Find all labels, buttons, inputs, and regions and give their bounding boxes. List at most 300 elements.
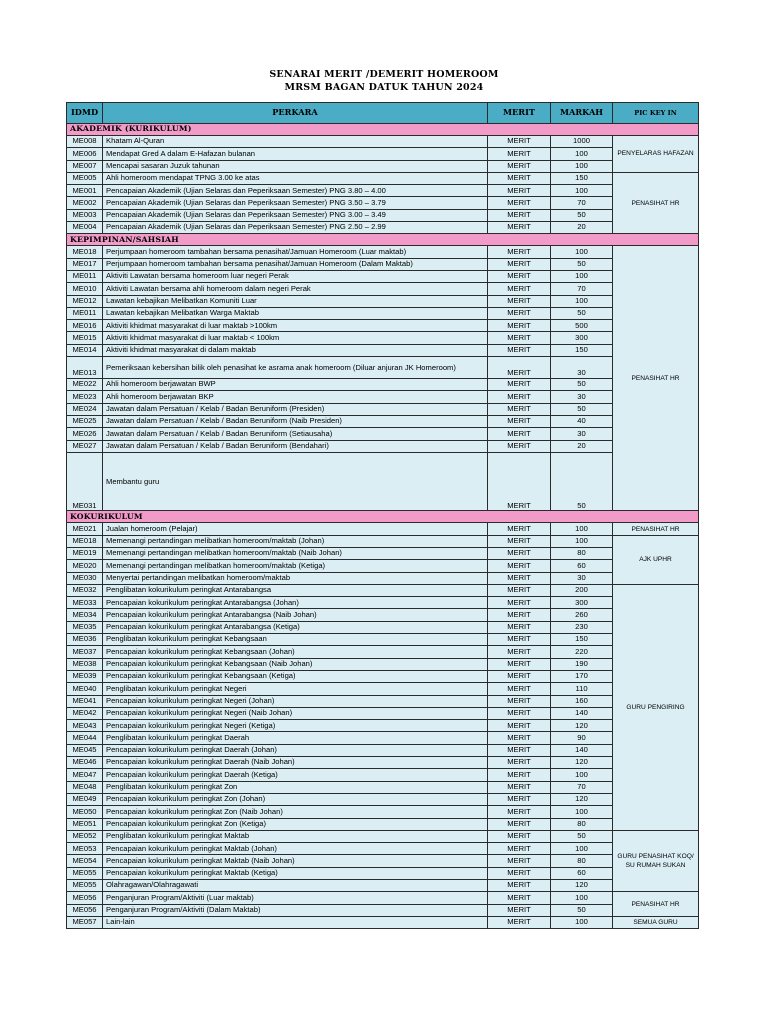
cell-idmd: ME046 — [67, 757, 103, 769]
cell-merit: MERIT — [488, 916, 551, 928]
cell-markah: 100 — [551, 535, 613, 547]
table-row — [67, 283, 699, 295]
table-row — [67, 707, 699, 719]
cell-perkara: Perjumpaan homeroom tambahan bersama penasihat/Jamuan Homeroom (Luar maktab) — [103, 246, 488, 258]
table-body — [67, 124, 699, 929]
cell-merit: MERIT — [488, 584, 551, 596]
cell-merit: MERIT — [488, 720, 551, 732]
cell-idmd: ME051 — [67, 818, 103, 830]
header-markah: MARKAH — [551, 103, 613, 124]
cell-perkara: Jawatan dalam Persatuan / Kelab / Badan Beruniform (Presiden) — [103, 403, 488, 415]
cell-idmd: ME056 — [67, 892, 103, 904]
cell-idmd: ME016 — [67, 320, 103, 332]
cell-merit: MERIT — [488, 744, 551, 756]
cell-perkara: Memenangi pertandingan melibatkan homeroom/maktab (Ketiga) — [103, 560, 488, 572]
table-row — [67, 855, 699, 867]
table-row — [67, 295, 699, 307]
cell-perkara: Mencapai sasaran Juzuk tahunan — [103, 160, 488, 172]
cell-perkara: Ahli homeroom mendapat TPNG 3.00 ke atas — [103, 172, 488, 184]
cell-merit: MERIT — [488, 695, 551, 707]
cell-perkara: Memenangi pertandingan melibatkan homeroom/maktab (Johan) — [103, 535, 488, 547]
cell-merit: MERIT — [488, 452, 551, 511]
table-row — [67, 843, 699, 855]
table-row — [67, 757, 699, 769]
header-merit: MERIT — [488, 103, 551, 124]
cell-idmd: ME047 — [67, 769, 103, 781]
cell-markah: 50 — [551, 379, 613, 391]
cell-perkara: Aktiviti khidmat masyarakat di dalam maktab — [103, 344, 488, 356]
cell-merit: MERIT — [488, 270, 551, 282]
cell-perkara: Pencapaian kokurikulum peringkat Negeri (Ketiga) — [103, 720, 488, 732]
cell-merit: MERIT — [488, 523, 551, 535]
cell-merit: MERIT — [488, 781, 551, 793]
header-pic — [613, 103, 699, 124]
cell-merit: MERIT — [488, 295, 551, 307]
cell-markah: 1000 — [551, 136, 613, 148]
cell-perkara: Pemeriksaan kebersihan bilik oleh penasihat ke asrama anak homeroom (Diluar anjuran JK Homeroom) — [103, 357, 488, 379]
cell-merit: MERIT — [488, 258, 551, 270]
cell-perkara: Memenangi pertandingan melibatkan homeroom/maktab (Naib Johan) — [103, 547, 488, 559]
table-row — [67, 523, 699, 535]
table-row — [67, 185, 699, 197]
cell-merit: MERIT — [488, 843, 551, 855]
table-row — [67, 793, 699, 805]
cell-perkara: Penglibatan kokurikulum peringkat Kebangsaan — [103, 634, 488, 646]
table-row — [67, 428, 699, 440]
cell-idmd: ME052 — [67, 830, 103, 842]
cell-perkara: Penganjuran Program/Aktiviti (Luar maktab) — [103, 892, 488, 904]
cell-idmd: ME035 — [67, 621, 103, 633]
cell-idmd: ME005 — [67, 172, 103, 184]
cell-idmd: ME014 — [67, 344, 103, 356]
cell-idmd: ME032 — [67, 584, 103, 596]
cell-markah: 150 — [551, 172, 613, 184]
cell-markah: 150 — [551, 634, 613, 646]
cell-markah: 230 — [551, 621, 613, 633]
table-row — [67, 197, 699, 209]
cell-merit: MERIT — [488, 880, 551, 892]
cell-idmd: ME038 — [67, 658, 103, 670]
table-row — [67, 732, 699, 744]
header-perkara: PERKARA — [103, 103, 488, 124]
cell-idmd: ME036 — [67, 634, 103, 646]
cell-markah: 100 — [551, 295, 613, 307]
cell-idmd: ME027 — [67, 440, 103, 452]
cell-perkara: Pencapaian kokurikulum peringkat Zon (Naib Johan) — [103, 806, 488, 818]
cell-merit: MERIT — [488, 440, 551, 452]
cell-markah: 100 — [551, 843, 613, 855]
table-row — [67, 452, 699, 511]
cell-perkara: Aktiviti khidmat masyarakat di luar maktab < 100km — [103, 332, 488, 344]
cell-markah: 30 — [551, 428, 613, 440]
cell-markah: 100 — [551, 246, 613, 258]
cell-markah: 100 — [551, 769, 613, 781]
table-row — [67, 391, 699, 403]
cell-merit: MERIT — [488, 307, 551, 319]
cell-perkara: Pencapaian Akademik (Ujian Selaras dan Peperiksaan Semester) PNG 2.50 – 2.99 — [103, 222, 488, 234]
cell-markah: 20 — [551, 440, 613, 452]
cell-idmd: ME055 — [67, 867, 103, 879]
cell-idmd: ME010 — [67, 283, 103, 295]
table-row — [67, 769, 699, 781]
cell-perkara: Aktiviti khidmat masyarakat di luar maktab >100km — [103, 320, 488, 332]
section-row — [67, 124, 699, 136]
cell-markah: 120 — [551, 880, 613, 892]
cell-perkara: Lawatan kebajikan Melibatkan Warga Maktab — [103, 307, 488, 319]
table-row — [67, 440, 699, 452]
cell-markah: 500 — [551, 320, 613, 332]
cell-merit: MERIT — [488, 707, 551, 719]
cell-merit: MERIT — [488, 806, 551, 818]
cell-idmd: ME011 — [67, 307, 103, 319]
table-row — [67, 172, 699, 184]
cell-idmd: ME039 — [67, 670, 103, 682]
cell-idmd: ME041 — [67, 695, 103, 707]
cell-merit: MERIT — [488, 547, 551, 559]
cell-merit: MERIT — [488, 572, 551, 584]
cell-merit: MERIT — [488, 357, 551, 379]
cell-merit: MERIT — [488, 209, 551, 221]
cell-merit: MERIT — [488, 535, 551, 547]
cell-idmd: ME017 — [67, 258, 103, 270]
cell-markah: 90 — [551, 732, 613, 744]
cell-merit: MERIT — [488, 670, 551, 682]
table-row — [67, 209, 699, 221]
section-label: AKADEMIK (KURIKULUM) — [67, 124, 699, 136]
cell-pic: AJK UPHR — [613, 535, 699, 584]
table-row — [67, 160, 699, 172]
cell-perkara: Pencapaian kokurikulum peringkat Antarabangsa (Ketiga) — [103, 621, 488, 633]
section-row — [67, 234, 699, 246]
table-row — [67, 683, 699, 695]
header-pic-keyin: KEY IN — [649, 108, 677, 117]
table-row — [67, 720, 699, 732]
cell-merit: MERIT — [488, 428, 551, 440]
cell-idmd: ME040 — [67, 683, 103, 695]
cell-merit: MERIT — [488, 793, 551, 805]
doc-title-line-1: SENARAI MERIT /DEMERIT HOMEROOM — [269, 69, 499, 80]
cell-perkara: Ahli homeroom berjawatan BWP — [103, 379, 488, 391]
cell-idmd: ME050 — [67, 806, 103, 818]
cell-idmd: ME021 — [67, 523, 103, 535]
cell-markah: 140 — [551, 744, 613, 756]
header-idmd: IDMD — [67, 103, 103, 124]
cell-perkara: Lawatan kebajikan Melibatkan Komuniti Luar — [103, 295, 488, 307]
cell-markah: 120 — [551, 793, 613, 805]
table-row — [67, 332, 699, 344]
cell-pic: PENYELARAS HAFAZAN — [613, 136, 699, 173]
cell-markah: 80 — [551, 855, 613, 867]
cell-perkara: Pencapaian Akademik (Ujian Selaras dan Peperiksaan Semester) PNG 3.80 – 4.00 — [103, 185, 488, 197]
cell-markah: 160 — [551, 695, 613, 707]
cell-perkara: Jawatan dalam Persatuan / Kelab / Badan Beruniform (Setiausaha) — [103, 428, 488, 440]
cell-idmd: ME023 — [67, 391, 103, 403]
cell-merit: MERIT — [488, 683, 551, 695]
cell-merit: MERIT — [488, 904, 551, 916]
cell-idmd: ME030 — [67, 572, 103, 584]
cell-markah: 140 — [551, 707, 613, 719]
cell-merit: MERIT — [488, 197, 551, 209]
cell-perkara: Pencapaian kokurikulum peringkat Antarabangsa (Johan) — [103, 597, 488, 609]
cell-merit: MERIT — [488, 646, 551, 658]
cell-markah: 150 — [551, 344, 613, 356]
cell-perkara: Penglibatan kokurikulum peringkat Zon — [103, 781, 488, 793]
cell-perkara: Membantu guru — [103, 452, 488, 511]
cell-idmd: ME022 — [67, 379, 103, 391]
cell-markah: 300 — [551, 597, 613, 609]
section-label: KOKURIKULUM — [67, 511, 699, 523]
cell-markah: 50 — [551, 452, 613, 511]
table-row — [67, 136, 699, 148]
cell-markah: 300 — [551, 332, 613, 344]
cell-markah: 70 — [551, 197, 613, 209]
cell-merit: MERIT — [488, 332, 551, 344]
cell-idmd: ME048 — [67, 781, 103, 793]
cell-perkara: Aktiviti Lawatan bersama homeroom luar negeri Perak — [103, 270, 488, 282]
cell-markah: 50 — [551, 904, 613, 916]
cell-perkara: Pencapaian kokurikulum peringkat Antarabangsa (Naib Johan) — [103, 609, 488, 621]
cell-idmd: ME055 — [67, 880, 103, 892]
table-row — [67, 880, 699, 892]
cell-pic: SEMUA GURU — [613, 916, 699, 928]
cell-markah: 60 — [551, 867, 613, 879]
cell-markah: 200 — [551, 584, 613, 596]
cell-markah: 40 — [551, 415, 613, 427]
merit-table — [66, 102, 699, 929]
cell-markah: 260 — [551, 609, 613, 621]
cell-markah: 70 — [551, 781, 613, 793]
cell-idmd: ME025 — [67, 415, 103, 427]
cell-perkara: Penganjuran Program/Aktiviti (Dalam Maktab) — [103, 904, 488, 916]
cell-idmd: ME026 — [67, 428, 103, 440]
cell-perkara: Pencapaian kokurikulum peringkat Zon (Ketiga) — [103, 818, 488, 830]
cell-perkara: Penglibatan kokurikulum peringkat Maktab — [103, 830, 488, 842]
cell-markah: 100 — [551, 892, 613, 904]
table-row — [67, 246, 699, 258]
cell-merit: MERIT — [488, 415, 551, 427]
cell-merit: MERIT — [488, 320, 551, 332]
cell-markah: 100 — [551, 270, 613, 282]
table-row — [67, 892, 699, 904]
cell-perkara: Jualan homeroom (Pelajar) — [103, 523, 488, 535]
cell-perkara: Penglibatan kokurikulum peringkat Negeri — [103, 683, 488, 695]
cell-idmd: ME042 — [67, 707, 103, 719]
cell-merit: MERIT — [488, 609, 551, 621]
table-row — [67, 270, 699, 282]
table-row — [67, 379, 699, 391]
cell-merit: MERIT — [488, 867, 551, 879]
cell-markah: 100 — [551, 523, 613, 535]
cell-perkara: Pencapaian kokurikulum peringkat Maktab (Naib Johan) — [103, 855, 488, 867]
table-row — [67, 547, 699, 559]
cell-merit: MERIT — [488, 403, 551, 415]
table-row — [67, 597, 699, 609]
cell-idmd: ME006 — [67, 148, 103, 160]
section-row — [67, 511, 699, 523]
cell-markah: 30 — [551, 357, 613, 379]
table-row — [67, 560, 699, 572]
cell-merit: MERIT — [488, 621, 551, 633]
cell-markah: 170 — [551, 670, 613, 682]
cell-merit: MERIT — [488, 136, 551, 148]
cell-idmd: ME045 — [67, 744, 103, 756]
cell-pic: GURU PENASIHAT KOQ/ SU RUMAH SUKAN — [613, 830, 699, 891]
cell-idmd: ME031 — [67, 452, 103, 511]
cell-pic: PENASIHAT HR — [613, 246, 699, 511]
cell-idmd: ME034 — [67, 609, 103, 621]
cell-perkara: Olahragawan/Olahragawati — [103, 880, 488, 892]
cell-idmd: ME037 — [67, 646, 103, 658]
cell-merit: MERIT — [488, 830, 551, 842]
cell-idmd: ME020 — [67, 560, 103, 572]
table-row — [67, 535, 699, 547]
cell-pic: GURU PENGIRING — [613, 584, 699, 830]
cell-idmd: ME001 — [67, 185, 103, 197]
cell-merit: MERIT — [488, 344, 551, 356]
cell-perkara: Pencapaian kokurikulum peringkat Kebangsaan (Johan) — [103, 646, 488, 658]
cell-perkara: Menyertai pertandingan melibatkan homeroom/maktab — [103, 572, 488, 584]
table-row — [67, 403, 699, 415]
cell-markah: 80 — [551, 547, 613, 559]
cell-idmd: ME057 — [67, 916, 103, 928]
cell-merit: MERIT — [488, 757, 551, 769]
cell-perkara: Lain-lain — [103, 916, 488, 928]
cell-pic: PENASIHAT HR — [613, 892, 699, 917]
table-row — [67, 621, 699, 633]
cell-idmd: ME012 — [67, 295, 103, 307]
cell-perkara: Pencapaian kokurikulum peringkat Kebangsaan (Naib Johan) — [103, 658, 488, 670]
cell-idmd: ME018 — [67, 535, 103, 547]
cell-merit: MERIT — [488, 172, 551, 184]
table-row — [67, 781, 699, 793]
table-row — [67, 584, 699, 596]
cell-perkara: Pencapaian kokurikulum peringkat Negeri (Naib Johan) — [103, 707, 488, 719]
cell-merit: MERIT — [488, 818, 551, 830]
cell-idmd: ME054 — [67, 855, 103, 867]
cell-perkara: Mendapat Gred A dalam E-Hafazan bulanan — [103, 148, 488, 160]
cell-perkara: Pencapaian kokurikulum peringkat Zon (Johan) — [103, 793, 488, 805]
table-row — [67, 867, 699, 879]
cell-perkara: Jawatan dalam Persatuan / Kelab / Badan Beruniform (Naib Presiden) — [103, 415, 488, 427]
table-header-row — [67, 103, 699, 124]
cell-idmd: ME008 — [67, 136, 103, 148]
cell-idmd: ME024 — [67, 403, 103, 415]
cell-idmd: ME004 — [67, 222, 103, 234]
cell-merit: MERIT — [488, 769, 551, 781]
cell-markah: 220 — [551, 646, 613, 658]
cell-perkara: Pencapaian Akademik (Ujian Selaras dan Peperiksaan Semester) PNG 3.00 – 3.49 — [103, 209, 488, 221]
cell-markah: 110 — [551, 683, 613, 695]
table-row — [67, 695, 699, 707]
table-row — [67, 646, 699, 658]
table-row — [67, 572, 699, 584]
cell-markah: 80 — [551, 818, 613, 830]
cell-merit: MERIT — [488, 222, 551, 234]
table-row — [67, 830, 699, 842]
table-row — [67, 634, 699, 646]
cell-perkara: Jawatan dalam Persatuan / Kelab / Badan Beruniform (Bendahari) — [103, 440, 488, 452]
cell-markah: 50 — [551, 209, 613, 221]
table-row — [67, 222, 699, 234]
cell-idmd: ME033 — [67, 597, 103, 609]
cell-merit: MERIT — [488, 892, 551, 904]
table-row — [67, 904, 699, 916]
table-row — [67, 609, 699, 621]
cell-perkara: Pencapaian kokurikulum peringkat Negeri (Johan) — [103, 695, 488, 707]
cell-merit: MERIT — [488, 185, 551, 197]
cell-markah: 50 — [551, 830, 613, 842]
table-row — [67, 307, 699, 319]
cell-perkara: Pencapaian kokurikulum peringkat Daerah (Johan) — [103, 744, 488, 756]
cell-markah: 60 — [551, 560, 613, 572]
cell-perkara: Pencapaian kokurikulum peringkat Daerah (Ketiga) — [103, 769, 488, 781]
header-pic-label: PIC — [634, 108, 648, 117]
cell-merit: MERIT — [488, 634, 551, 646]
cell-markah: 100 — [551, 160, 613, 172]
cell-perkara: Ahli homeroom berjawatan BKP — [103, 391, 488, 403]
cell-merit: MERIT — [488, 148, 551, 160]
table-row — [67, 744, 699, 756]
cell-idmd: ME011 — [67, 270, 103, 282]
cell-markah: 20 — [551, 222, 613, 234]
cell-markah: 50 — [551, 307, 613, 319]
cell-idmd: ME053 — [67, 843, 103, 855]
cell-perkara: Penglibatan kokurikulum peringkat Daerah — [103, 732, 488, 744]
cell-merit: MERIT — [488, 597, 551, 609]
cell-pic: PENASIHAT HR — [613, 172, 699, 233]
cell-markah: 100 — [551, 916, 613, 928]
cell-perkara: Pencapaian kokurikulum peringkat Daerah (Naib Johan) — [103, 757, 488, 769]
cell-markah: 50 — [551, 403, 613, 415]
cell-merit: MERIT — [488, 732, 551, 744]
cell-markah: 120 — [551, 720, 613, 732]
cell-merit: MERIT — [488, 283, 551, 295]
table-row — [67, 658, 699, 670]
table-row — [67, 415, 699, 427]
cell-markah: 100 — [551, 806, 613, 818]
cell-idmd: ME044 — [67, 732, 103, 744]
cell-idmd: ME018 — [67, 246, 103, 258]
cell-merit: MERIT — [488, 560, 551, 572]
table-row — [67, 344, 699, 356]
table-row — [67, 148, 699, 160]
cell-idmd: ME019 — [67, 547, 103, 559]
cell-markah: 100 — [551, 148, 613, 160]
cell-merit: MERIT — [488, 658, 551, 670]
cell-markah: 50 — [551, 258, 613, 270]
table-row — [67, 916, 699, 928]
cell-pic: PENASIHAT HR — [613, 523, 699, 535]
table-row — [67, 670, 699, 682]
cell-merit: MERIT — [488, 246, 551, 258]
cell-markah: 100 — [551, 185, 613, 197]
cell-markah: 30 — [551, 572, 613, 584]
section-label: KEPIMPINAN/SAHSIAH — [67, 234, 699, 246]
cell-idmd: ME003 — [67, 209, 103, 221]
cell-markah: 70 — [551, 283, 613, 295]
cell-idmd: ME049 — [67, 793, 103, 805]
cell-perkara: Perjumpaan homeroom tambahan bersama penasihat/Jamuan Homeroom (Dalam Maktab) — [103, 258, 488, 270]
table-row — [67, 320, 699, 332]
cell-perkara: Pencapaian kokurikulum peringkat Kebangsaan (Ketiga) — [103, 670, 488, 682]
cell-idmd: ME007 — [67, 160, 103, 172]
cell-perkara: Penglibatan kokurikulum peringkat Antarabangsa — [103, 584, 488, 596]
cell-merit: MERIT — [488, 160, 551, 172]
cell-idmd: ME043 — [67, 720, 103, 732]
cell-perkara: Aktiviti Lawatan bersama ahli homeroom dalam negeri Perak — [103, 283, 488, 295]
cell-markah: 120 — [551, 757, 613, 769]
cell-markah: 190 — [551, 658, 613, 670]
